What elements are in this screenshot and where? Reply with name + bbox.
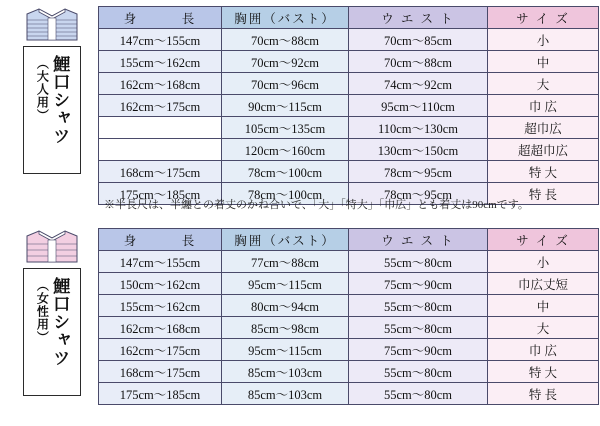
cell-size: 大 bbox=[488, 317, 599, 339]
table-row bbox=[99, 29, 599, 51]
cell-bust: 95cm～115cm bbox=[222, 339, 349, 361]
cell-bust: 77cm～88cm bbox=[222, 251, 349, 273]
cell-bust: 85cm～103cm bbox=[222, 383, 349, 405]
cell-size: 特 長 bbox=[488, 183, 599, 205]
table-row bbox=[99, 95, 599, 117]
cell-height bbox=[99, 117, 222, 139]
cell-bust: 105cm～135cm bbox=[222, 117, 349, 139]
cell-waist: 95cm～110cm bbox=[349, 95, 488, 117]
cell-bust: 80cm～94cm bbox=[222, 295, 349, 317]
cell-bust: 78cm～100cm bbox=[222, 161, 349, 183]
cell-bust: 95cm～115cm bbox=[222, 273, 349, 295]
cell-waist: 55cm～80cm bbox=[349, 317, 488, 339]
cell-height: 175cm～185cm bbox=[99, 183, 222, 205]
cell-waist: 70cm～85cm bbox=[349, 29, 488, 51]
cell-size: 中 bbox=[488, 295, 599, 317]
cell-size: 小 bbox=[488, 251, 599, 273]
table-row bbox=[99, 139, 599, 161]
cell-waist: 55cm～80cm bbox=[349, 361, 488, 383]
cell-size: 超超巾広 bbox=[488, 139, 599, 161]
cell-height: 162cm～175cm bbox=[99, 95, 222, 117]
ladies-label-sub: （女性用） bbox=[35, 279, 50, 344]
cell-height bbox=[99, 139, 222, 161]
cell-waist: 55cm～80cm bbox=[349, 251, 488, 273]
cell-height: 162cm～168cm bbox=[99, 73, 222, 95]
adult-label-main: 鯉口シャツ bbox=[50, 55, 70, 145]
cell-size: 大 bbox=[488, 73, 599, 95]
cell-size: 巾 広 bbox=[488, 339, 599, 361]
cell-bust: 85cm～103cm bbox=[222, 361, 349, 383]
cell-size: 超巾広 bbox=[488, 117, 599, 139]
table-row bbox=[99, 251, 599, 273]
cell-size: 巾広丈短 bbox=[488, 273, 599, 295]
header-height: 身 長 bbox=[99, 7, 222, 29]
header-size: サ イ ズ bbox=[488, 7, 599, 29]
cell-size: 特 長 bbox=[488, 383, 599, 405]
header-bust: 胸囲（バスト） bbox=[222, 229, 349, 251]
cell-waist: 74cm～92cm bbox=[349, 73, 488, 95]
ladies-label-column bbox=[6, 228, 98, 396]
header-size: サ イ ズ bbox=[488, 229, 599, 251]
cell-height: 155cm～162cm bbox=[99, 295, 222, 317]
table-row bbox=[99, 317, 599, 339]
table-row bbox=[99, 273, 599, 295]
cell-height: 155cm～162cm bbox=[99, 51, 222, 73]
cell-bust: 120cm～160cm bbox=[222, 139, 349, 161]
cell-size: 小 bbox=[488, 29, 599, 51]
cell-height: 168cm～175cm bbox=[99, 361, 222, 383]
cell-height: 168cm～175cm bbox=[99, 161, 222, 183]
table-row bbox=[99, 161, 599, 183]
table-header-row bbox=[99, 229, 599, 251]
cell-bust: 70cm～96cm bbox=[222, 73, 349, 95]
cell-bust: 70cm～92cm bbox=[222, 51, 349, 73]
table-row bbox=[99, 339, 599, 361]
table-row bbox=[99, 51, 599, 73]
cell-waist: 130cm～150cm bbox=[349, 139, 488, 161]
cell-size: 特 大 bbox=[488, 361, 599, 383]
cell-waist: 55cm～80cm bbox=[349, 383, 488, 405]
cell-size: 巾 広 bbox=[488, 95, 599, 117]
cell-waist: 78cm～95cm bbox=[349, 161, 488, 183]
cell-waist: 75cm～90cm bbox=[349, 339, 488, 361]
cell-waist: 75cm～90cm bbox=[349, 273, 488, 295]
table-row bbox=[99, 73, 599, 95]
kimono-shirt-icon bbox=[23, 8, 81, 42]
ladies-label-main: 鯉口シャツ bbox=[50, 277, 70, 367]
cell-size: 特 大 bbox=[488, 161, 599, 183]
cell-bust: 70cm～88cm bbox=[222, 29, 349, 51]
cell-height: 175cm～185cm bbox=[99, 383, 222, 405]
header-waist: ウ エ ス ト bbox=[349, 7, 488, 29]
cell-waist: 110cm～130cm bbox=[349, 117, 488, 139]
cell-waist: 78cm～95cm bbox=[349, 183, 488, 205]
ladies-size-table bbox=[98, 228, 599, 405]
table-header-row bbox=[99, 7, 599, 29]
cell-bust: 85cm～98cm bbox=[222, 317, 349, 339]
cell-waist: 70cm～88cm bbox=[349, 51, 488, 73]
header-waist: ウ エ ス ト bbox=[349, 229, 488, 251]
cell-height: 147cm～155cm bbox=[99, 29, 222, 51]
cell-waist: 55cm～80cm bbox=[349, 295, 488, 317]
table-row bbox=[99, 361, 599, 383]
header-bust: 胸囲（バスト） bbox=[222, 7, 349, 29]
cell-height: 162cm～175cm bbox=[99, 339, 222, 361]
table-row bbox=[99, 295, 599, 317]
ladies-size-block bbox=[6, 228, 599, 405]
adult-label-sub: （大人用） bbox=[35, 57, 50, 122]
table-row bbox=[99, 117, 599, 139]
cell-height: 147cm～155cm bbox=[99, 251, 222, 273]
chart-note: ※半長尺は、半纏との着丈のかね合いで、「大」「特大」「巾広」とも着丈は90cmです。 bbox=[104, 199, 529, 211]
adult-size-block bbox=[6, 6, 599, 205]
table-row bbox=[99, 383, 599, 405]
adult-size-table bbox=[98, 6, 599, 205]
cell-bust: 90cm～115cm bbox=[222, 95, 349, 117]
header-height: 身 長 bbox=[99, 229, 222, 251]
adult-label-box bbox=[23, 46, 81, 174]
ladies-label-box bbox=[23, 268, 81, 396]
cell-size: 中 bbox=[488, 51, 599, 73]
adult-label-column bbox=[6, 6, 98, 174]
cell-height: 162cm～168cm bbox=[99, 317, 222, 339]
kimono-shirt-icon bbox=[23, 230, 81, 264]
cell-bust: 78cm～100cm bbox=[222, 183, 349, 205]
cell-height: 150cm～162cm bbox=[99, 273, 222, 295]
